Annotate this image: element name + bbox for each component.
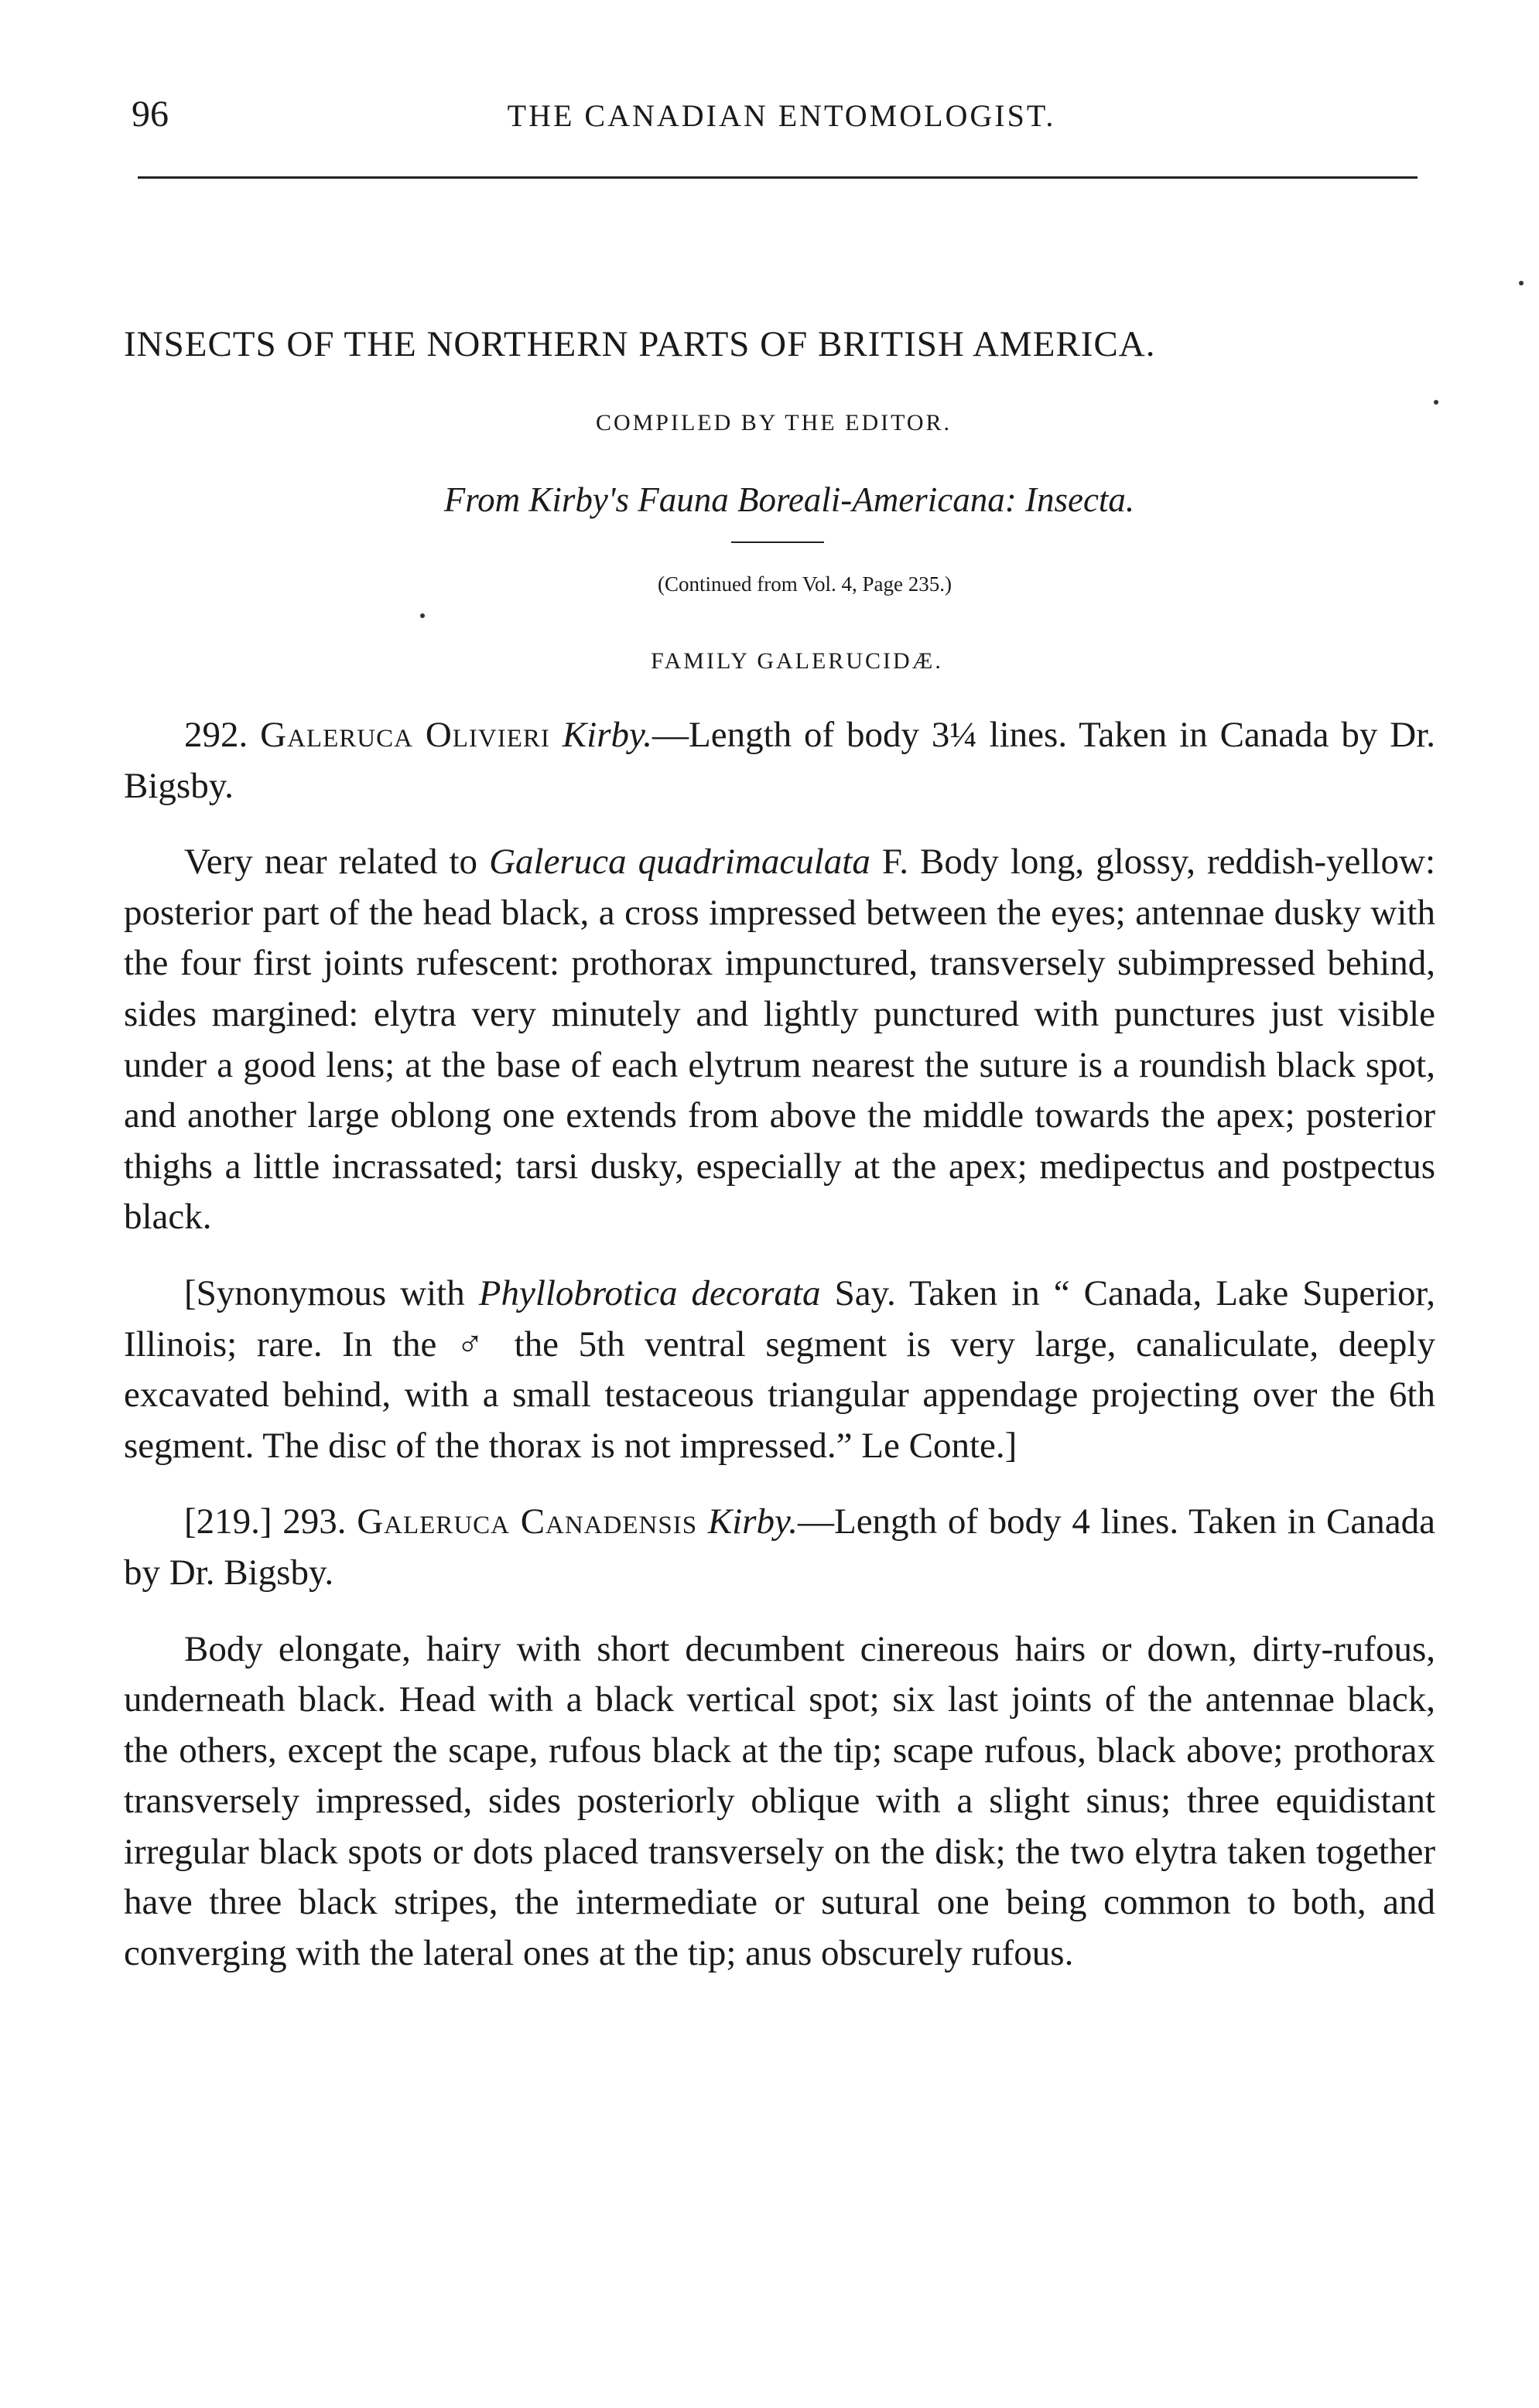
note-text: Say. Taken in “ Canada, Lake Superior, Illinois; rare. In the ♂ the 5th ventral segment is very large, canaliculate, deeply excavated behind, with a small testaceous triangular appendage projecting over the 6th segment. The disc of the thorax is not impressed.” Le Conte.] xyxy=(124,1272,1435,1466)
print-speck xyxy=(1519,281,1524,285)
page-number: 96 xyxy=(132,94,169,135)
source-line: From Kirby's Fauna Boreali-Americana: Insecta. xyxy=(443,480,1135,519)
description-text: Body elongate, hairy with short decumbent cinereous hairs or down, dirty-rufous, underneath black. Head with a black vertical spot; six last joints of the antennae black, the others, except the scape, rufous black at the tip; scape rufous, black above; prothorax transversely impressed, sides posteriorly oblique with a slight sinus; three equidistant irregular black spots or dots placed transversely on the disk; the two elytra taken together have three black stripes, the intermediate or sutural one being common to both, and converging with the lateral ones at the tip; anus obscurely rufous. xyxy=(124,1628,1435,1974)
article-title: INSECTS OF THE NORTHERN PARTS OF BRITISH AMERICA. xyxy=(124,324,1156,364)
genus-name: Galeruca xyxy=(260,715,413,755)
source-rule xyxy=(731,541,824,543)
body-text xyxy=(124,710,1435,2005)
running-title: THE CANADIAN ENTOMOLOGIST. xyxy=(507,98,1056,133)
species-name: Canadensis xyxy=(520,1501,698,1542)
description-text: Very near related to xyxy=(184,842,490,883)
author-name: Kirby. xyxy=(707,1501,798,1542)
family-heading: FAMILY GALERUCIDÆ. xyxy=(651,648,943,674)
compiled-by-line: COMPILED BY THE EDITOR. xyxy=(595,410,952,435)
species-name: Olivieri xyxy=(425,715,550,755)
entry-number: [219.] 293. xyxy=(184,1501,347,1542)
entry-number: 292. xyxy=(184,715,248,755)
entry-lead-text: —Length of body 3¼ lines. Taken in Canada by Dr. Bigsby. xyxy=(124,715,1436,806)
page-header xyxy=(124,93,1439,139)
entry-293-description xyxy=(124,1624,1435,1979)
note-text: [Synonymous with xyxy=(184,1272,479,1313)
entry-292-heading xyxy=(124,710,1435,811)
entry-293-heading xyxy=(124,1497,1435,1598)
entry-292-synonym-note xyxy=(124,1269,1435,1471)
print-speck xyxy=(1434,400,1438,405)
description-text: F. Body long, glossy, reddish-yellow: posterior part of the head black, a cross impressed between the eyes; antennae dusky with the four first joints rufescent: prothorax impunctured, transversely subimpressed behind, sides margined: elytra very minutely and lightly punctured with punctures just visible under a good lens; at the base of each elytrum nearest the suture is a roundish black spot, and another large oblong one extends from above the middle towards the apex; posterior thighs a little incrassated; tarsi dusky, especially at the apex; medipectus and postpectus black. xyxy=(124,842,1436,1238)
entry-lead-text: —Length of body 4 lines. Taken in Canada by Dr. Bigsby. xyxy=(124,1501,1435,1593)
print-speck xyxy=(420,613,425,618)
species-reference: Phyllobrotica decorata xyxy=(478,1272,821,1313)
author-name: Kirby. xyxy=(562,715,652,755)
continued-note: (Continued from Vol. 4, Page 235.) xyxy=(658,572,952,596)
entry-292-description xyxy=(124,837,1435,1243)
species-reference: Galeruca quadrimaculata xyxy=(489,842,870,883)
genus-name: Galeruca xyxy=(357,1501,510,1542)
header-rule xyxy=(138,176,1418,179)
